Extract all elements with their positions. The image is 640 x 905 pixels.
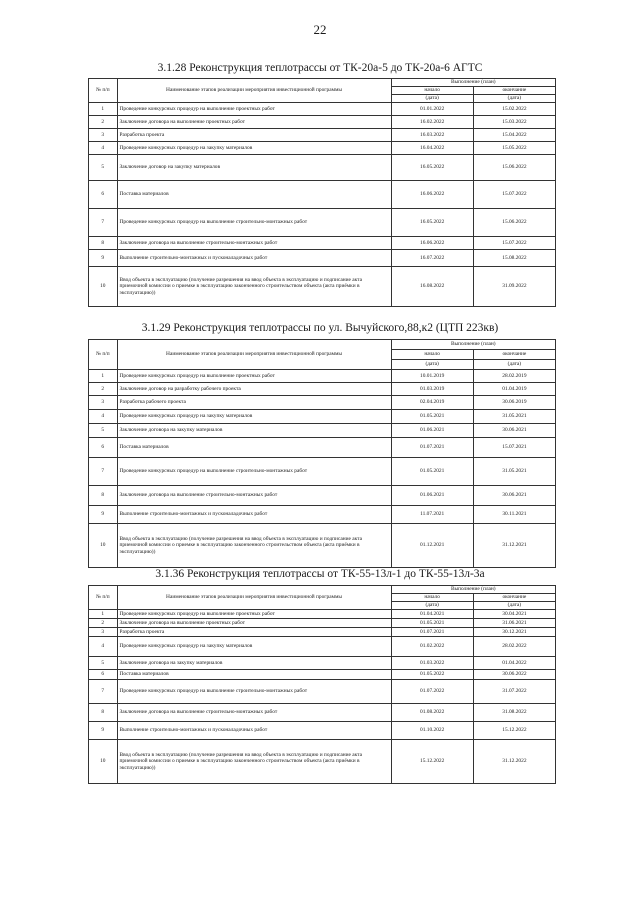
- table-row: [89, 209, 556, 237]
- table-row: [89, 237, 556, 250]
- row-stage: Проведение конкурсных процедур на выполнение проектных работ: [117, 103, 391, 116]
- header-num: № п/п: [89, 79, 118, 103]
- row-start: 01.04.2021: [391, 610, 473, 619]
- row-start: 01.07.2021: [391, 438, 473, 458]
- row-number: 3: [89, 628, 118, 637]
- section-title-3-1-29: 3.1.29 Реконструкция теплотрассы по ул. Вычуйского,88,к2 (ЦТП 223кв): [141, 322, 499, 334]
- row-number: 6: [89, 670, 118, 680]
- table-row: [89, 129, 556, 142]
- table-row: [89, 181, 556, 209]
- row-end: 30.06.2021: [473, 424, 555, 438]
- schedule-table-3-1-28: [88, 78, 556, 307]
- row-stage: Проведение конкурсных процедур на закупку материалов: [117, 142, 391, 155]
- table-row: [89, 486, 556, 506]
- row-stage: Заключение договора на закупку материалов: [117, 657, 391, 670]
- row-number: 9: [89, 722, 118, 740]
- row-start: 15.12.2022: [391, 740, 473, 784]
- row-end: 30.12.2021: [473, 628, 555, 637]
- table-row: [89, 458, 556, 486]
- header-name: Наименование этапов реализации мероприятия инвестиционной программы: [117, 79, 391, 103]
- header-exec: Выполнение (план): [391, 79, 555, 87]
- row-stage: Проведение конкурсных процедур на выполнение проектных работ: [117, 610, 391, 619]
- row-stage: Заключение договора на закупку материалов: [117, 424, 391, 438]
- row-start: 01.01.2022: [391, 103, 473, 116]
- row-end: 31.07.2022: [473, 680, 555, 704]
- row-stage: Ввод объекта в эксплуатацию (получение разрешения на ввод объекта в эксплуатацию и подписание акта приемочной комиссии о приемке в эксплуатацию законченного строительством объекта (акта приёмки в эксплуатацию)): [117, 740, 391, 784]
- row-stage: Разработка проекта: [117, 628, 391, 637]
- row-end: 15.06.2022: [473, 155, 555, 181]
- row-start: 16.03.2022: [391, 129, 473, 142]
- row-stage: Выполнение строительно-монтажных и пусконаладочных работ: [117, 722, 391, 740]
- row-start: 11.07.2021: [391, 506, 473, 524]
- page-number: 22: [313, 22, 327, 37]
- row-number: 7: [89, 209, 118, 237]
- header-exec: Выполнение (план): [391, 340, 555, 350]
- row-end: 31.05.2021: [473, 458, 555, 486]
- row-start: 01.06.2021: [391, 424, 473, 438]
- row-end: 15.07.2021: [473, 438, 555, 458]
- row-number: 10: [89, 524, 118, 568]
- table-row: [89, 722, 556, 740]
- row-stage: Заключение договора на выполнение проектных работ: [117, 116, 391, 129]
- row-number: 6: [89, 438, 118, 458]
- row-end: 15.07.2022: [473, 181, 555, 209]
- row-end: 15.08.2022: [473, 250, 555, 267]
- row-end: 31.05.2021: [473, 410, 555, 424]
- row-end: 15.12.2022: [473, 722, 555, 740]
- table-row: [89, 670, 556, 680]
- row-stage: Разработка рабочего проекта: [117, 396, 391, 410]
- header-exec: Выполнение (план): [391, 586, 555, 594]
- row-number: 7: [89, 458, 118, 486]
- header-num: № п/п: [89, 586, 118, 610]
- table-row: [89, 704, 556, 722]
- row-number: 8: [89, 486, 118, 506]
- row-end: 01.04.2022: [473, 657, 555, 670]
- table-row: [89, 619, 556, 628]
- row-start: 16.05.2022: [391, 155, 473, 181]
- table-row: [89, 506, 556, 524]
- section-title-3-1-36: 3.1.36 Реконструкция теплотрассы от ТК-55-13л-1 до ТК-55-13л-3а: [155, 568, 485, 580]
- row-end: 30.11.2021: [473, 506, 555, 524]
- table-row: [89, 396, 556, 410]
- row-end: 31.12.2021: [473, 524, 555, 568]
- row-number: 4: [89, 410, 118, 424]
- row-start: 01.07.2021: [391, 628, 473, 637]
- row-start: 16.07.2022: [391, 250, 473, 267]
- row-start: 16.08.2022: [391, 267, 473, 307]
- header-end-date: (дата): [473, 602, 555, 610]
- row-number: 1: [89, 103, 118, 116]
- row-end: 30.06.2021: [473, 486, 555, 506]
- row-stage: Проведение конкурсных процедур на выполнение строительно-монтажных работ: [117, 209, 391, 237]
- row-start: 01.05.2021: [391, 458, 473, 486]
- schedule-table-3-1-29: [88, 339, 556, 568]
- header-start-date: (дата): [391, 602, 473, 610]
- row-start: 01.05.2021: [391, 410, 473, 424]
- row-number: 8: [89, 237, 118, 250]
- row-end: 30.04.2021: [473, 610, 555, 619]
- row-end: 28.02.2019: [473, 370, 555, 383]
- row-end: 31.06.2021: [473, 619, 555, 628]
- row-end: 15.06.2022: [473, 209, 555, 237]
- header-num: № п/п: [89, 340, 118, 370]
- table-row: [89, 250, 556, 267]
- table-row: [89, 410, 556, 424]
- row-stage: Разработка проекта: [117, 129, 391, 142]
- row-start: 01.03.2022: [391, 657, 473, 670]
- row-start: 01.02.2022: [391, 637, 473, 657]
- table-row: [89, 383, 556, 396]
- row-stage: Проведение конкурсных процедур на выполнение строительно-монтажных работ: [117, 680, 391, 704]
- header-end: окончание: [473, 594, 555, 602]
- row-end: 28.02.2022: [473, 637, 555, 657]
- row-start: 16.06.2022: [391, 181, 473, 209]
- row-number: 8: [89, 704, 118, 722]
- row-start: 16.02.2022: [391, 116, 473, 129]
- table-row: [89, 740, 556, 784]
- row-end: 15.04.2022: [473, 129, 555, 142]
- header-end: окончание: [473, 350, 555, 360]
- row-number: 7: [89, 680, 118, 704]
- row-number: 5: [89, 424, 118, 438]
- row-stage: Выполнение строительно-монтажных и пусконаладочных работ: [117, 506, 391, 524]
- table-row: [89, 680, 556, 704]
- row-number: 10: [89, 267, 118, 307]
- row-end: 15.05.2022: [473, 142, 555, 155]
- table-row: [89, 610, 556, 619]
- row-stage: Заключение договора на выполнение строительно-монтажных работ: [117, 704, 391, 722]
- row-number: 5: [89, 657, 118, 670]
- section-title-3-1-28: 3.1.28 Реконструкция теплотрассы от ТК-20а-5 до ТК-20а-6 АГТС: [157, 62, 483, 74]
- row-start: 01.06.2021: [391, 486, 473, 506]
- row-number: 10: [89, 740, 118, 784]
- table-row: [89, 103, 556, 116]
- row-start: 01.05.2022: [391, 670, 473, 680]
- header-start: начало: [391, 594, 473, 602]
- row-stage: Заключение договора на выполнение проектных работ: [117, 619, 391, 628]
- row-start: 01.05.2021: [391, 619, 473, 628]
- row-stage: Ввод объекта в эксплуатацию (получение разрешения на ввод объекта в эксплуатацию и подписание акта приемочной комиссии о приемке в эксплуатацию законченного строительством объекта (акта приёмки в эксплуатацию)): [117, 267, 391, 307]
- row-start: 16.05.2022: [391, 209, 473, 237]
- row-number: 6: [89, 181, 118, 209]
- table-row: [89, 267, 556, 307]
- row-start: 02.04.2019: [391, 396, 473, 410]
- row-end: 01.04.2019: [473, 383, 555, 396]
- header-end-date: (дата): [473, 360, 555, 370]
- header-start: начало: [391, 87, 473, 95]
- row-number: 2: [89, 383, 118, 396]
- table-row: [89, 524, 556, 568]
- row-end: 15.07.2022: [473, 237, 555, 250]
- row-end: 15.02.2022: [473, 103, 555, 116]
- row-start: 01.07.2022: [391, 680, 473, 704]
- header-start: начало: [391, 350, 473, 360]
- row-number: 9: [89, 506, 118, 524]
- row-end: 30.06.2019: [473, 396, 555, 410]
- row-end: 31.12.2022: [473, 740, 555, 784]
- table-row: [89, 628, 556, 637]
- row-number: 9: [89, 250, 118, 267]
- header-start-date: (дата): [391, 360, 473, 370]
- row-number: 4: [89, 637, 118, 657]
- table-row: [89, 155, 556, 181]
- header-name: Наименование этапов реализации мероприятия инвестиционной программы: [117, 586, 391, 610]
- table-row: [89, 657, 556, 670]
- row-start: 01.08.2022: [391, 704, 473, 722]
- row-stage: Поставка материалов: [117, 670, 391, 680]
- header-end-date: (дата): [473, 95, 555, 103]
- header-start-date: (дата): [391, 95, 473, 103]
- row-start: 10.01.2019: [391, 370, 473, 383]
- row-stage: Заключение договор на закупку материалов: [117, 155, 391, 181]
- row-start: 16.04.2022: [391, 142, 473, 155]
- header-name: Наименование этапов реализации мероприятия инвестиционной программы: [117, 340, 391, 370]
- row-stage: Заключение договора на выполнение строительно-монтажных работ: [117, 486, 391, 506]
- row-stage: Проведение конкурсных процедур на закупку материалов: [117, 637, 391, 657]
- row-end: 31.09.2022: [473, 267, 555, 307]
- table-row: [89, 438, 556, 458]
- header-end: окончание: [473, 87, 555, 95]
- row-number: 2: [89, 116, 118, 129]
- row-start: 01.12.2021: [391, 524, 473, 568]
- schedule-table-3-1-36: [88, 585, 556, 784]
- row-number: 2: [89, 619, 118, 628]
- row-start: 01.03.2019: [391, 383, 473, 396]
- row-start: 01.10.2022: [391, 722, 473, 740]
- row-number: 1: [89, 610, 118, 619]
- row-stage: Поставка материалов: [117, 181, 391, 209]
- row-number: 4: [89, 142, 118, 155]
- row-stage: Поставка материалов: [117, 438, 391, 458]
- table-row: [89, 142, 556, 155]
- row-number: 3: [89, 396, 118, 410]
- row-number: 5: [89, 155, 118, 181]
- row-number: 3: [89, 129, 118, 142]
- row-number: 1: [89, 370, 118, 383]
- table-row: [89, 116, 556, 129]
- row-stage: Заключение договора на выполнение строительно-монтажных работ: [117, 237, 391, 250]
- table-row: [89, 370, 556, 383]
- row-stage: Ввод объекта в эксплуатацию (получение разрешения на ввод объекта в эксплуатацию и подписание акта приемочной комиссии о приемке в эксплуатацию законченного строительством объекта (акта приёмки в эксплуатацию)): [117, 524, 391, 568]
- row-stage: Выполнение строительно-монтажных и пусконаладочных работ: [117, 250, 391, 267]
- row-end: 15.03.2022: [473, 116, 555, 129]
- row-start: 16.06.2022: [391, 237, 473, 250]
- row-stage: Проведение конкурсных процедур на выполнение проектных работ: [117, 370, 391, 383]
- row-end: 30.06.2022: [473, 670, 555, 680]
- row-stage: Проведение конкурсных процедур на закупку материалов: [117, 410, 391, 424]
- table-row: [89, 637, 556, 657]
- row-stage: Проведение конкурсных процедур на выполнение строительно-монтажных работ: [117, 458, 391, 486]
- table-row: [89, 424, 556, 438]
- row-end: 31.08.2022: [473, 704, 555, 722]
- row-stage: Заключение договор на разработку рабочего проекта: [117, 383, 391, 396]
